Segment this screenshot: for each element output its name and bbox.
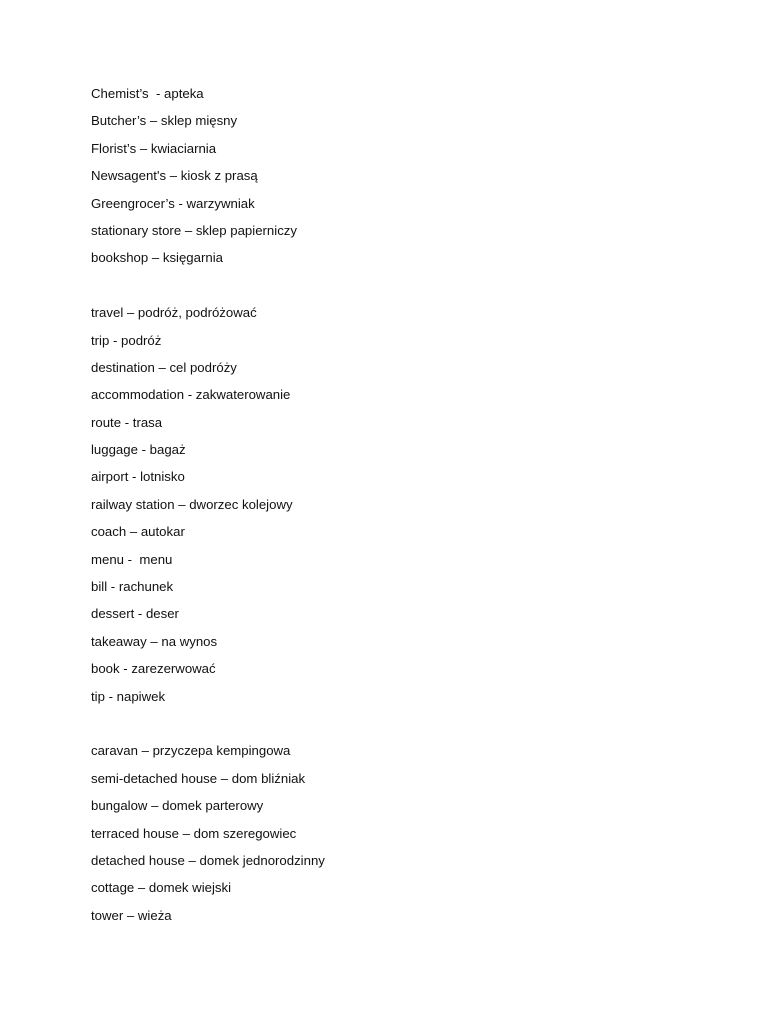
vocab-line: bill - rachunek: [91, 579, 174, 595]
vocab-line: dessert - deser: [91, 606, 179, 622]
vocab-line: Butcher’s – sklep mięsny: [91, 113, 238, 129]
vocab-line: tower – wieża: [91, 907, 172, 923]
section-spacer: [91, 277, 325, 304]
vocab-line: detached house – domek jednorodzinny: [91, 852, 325, 868]
vocabulary-list: [91, 85, 325, 934]
vocab-line: luggage - bagaż: [91, 442, 186, 458]
vocab-line: tip - napiwek: [91, 688, 166, 704]
vocab-line: coach – autokar: [91, 524, 185, 540]
vocab-line: caravan – przyczepa kempingowa: [91, 743, 291, 759]
vocab-line: route - trasa: [91, 414, 163, 430]
vocab-line: Greengrocer’s - warzywniak: [91, 195, 255, 211]
vocab-line: Chemist’s - apteka: [91, 86, 204, 101]
vocab-line: destination – cel podróży: [91, 359, 237, 375]
vocab-line: bungalow – domek parterowy: [91, 798, 264, 814]
section-spacer: [91, 715, 325, 742]
vocab-line: menu - menu: [91, 551, 173, 567]
vocab-line: Florist’s – kwiaciarnia: [91, 140, 217, 156]
vocab-line: trip - podróż: [91, 332, 162, 348]
vocab-line: terraced house – dom szeregowiec: [91, 825, 297, 841]
vocab-line: book - zarezerwować: [91, 661, 216, 677]
vocab-line: Newsagent's – kiosk z prasą: [91, 168, 258, 184]
vocab-line: accommodation - zakwaterowanie: [91, 387, 291, 403]
vocab-line: bookshop – księgarnia: [91, 250, 223, 266]
vocab-line: stationary store – sklep papierniczy: [91, 222, 297, 238]
vocab-line: railway station – dworzec kolejowy: [91, 496, 293, 512]
vocab-line: semi-detached house – dom bliźniak: [91, 770, 306, 786]
vocab-line: airport - lotnisko: [91, 469, 185, 485]
vocab-line: takeaway – na wynos: [91, 633, 218, 649]
vocab-line: cottage – domek wiejski: [91, 880, 232, 896]
vocab-line: travel – podróż, podróżować: [91, 305, 257, 321]
